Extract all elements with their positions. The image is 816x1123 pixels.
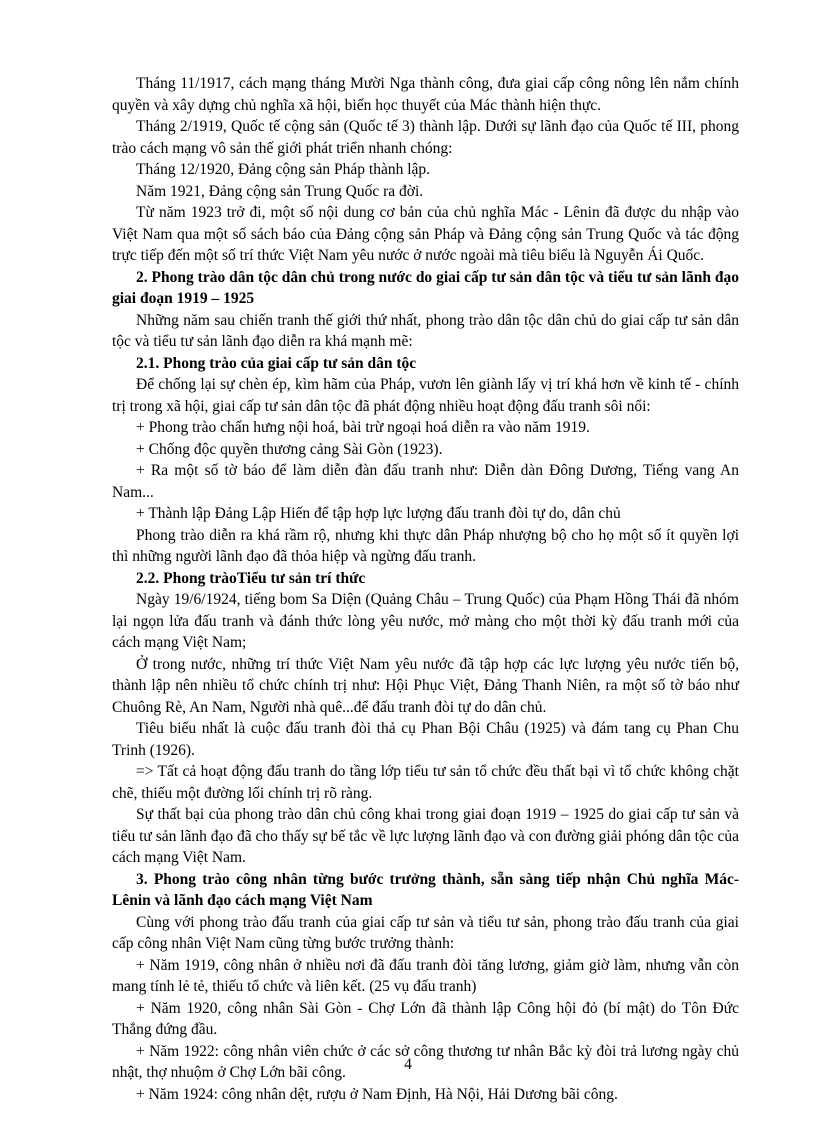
- paragraph: Những năm sau chiến tranh thế giới thứ nhất, phong trào dân tộc dân chủ do giai cấp tư sản dân tộc và tiểu tư sản lãnh đạo diễn ra khá mạnh mẽ:: [112, 311, 739, 350]
- paragraph: Ngày 19/6/1924, tiếng bom Sa Diện (Quảng Châu – Trung Quốc) của Phạm Hồng Thái đã nhóm lại ngọn lửa đấu tranh và đánh thức lòng yêu nước, mở màng cho một thời kỳ đấu tranh mới của cách mạng Việt Nam;: [112, 591, 739, 651]
- paragraph: Tháng 11/1917, cách mạng tháng Mười Nga thành công, đưa giai cấp công nông lên nắm chính quyền và xây dựng chủ nghĩa xã hội, biến học thuyết của Mác thành hiện thực.: [112, 75, 739, 114]
- list-item: + Thành lập Đảng Lập Hiến để tập hợp lực lượng đấu tranh đòi tự do, dân chủ: [136, 505, 621, 522]
- subsection-heading: 2.2. Phong tràoTiểu tư sản trí thức: [136, 569, 366, 587]
- paragraph: Sự thất bại của phong trào dân chủ công khai trong giai đoạn 1919 – 1925 do giai cấp tư sản và tiểu tư sản lãnh đạo đã cho thấy sự bế tắc về lực lượng lãnh đạo và con đường giải phóng dân tộc của cách mạng Việt Nam.: [112, 806, 739, 866]
- paragraph: Từ năm 1923 trở đi, một số nội dung cơ bản của chủ nghĩa Mác - Lênin đã được du nhập vào Việt Nam qua một số sách báo của Đảng cộng sản Pháp và Đảng cộng sản Trung Quốc và tác động trực tiếp đến một số trí thức Việt Nam yêu nước ở nước ngoài mà tiêu biểu là Nguyễn Ái Quốc.: [112, 204, 739, 264]
- list-item: + Năm 1919, công nhân ở nhiều nơi đã đấu tranh đòi tăng lương, giảm giờ làm, nhưng vẫn còn mang tính lẻ tẻ, thiếu tổ chức và liên kết. (25 vụ đấu tranh): [112, 956, 739, 995]
- paragraph: Tháng 2/1919, Quốc tế cộng sản (Quốc tế 3) thành lập. Dưới sự lãnh đạo của Quốc tế III, phong trào cách mạng vô sản thế giới phát triển nhanh chóng:: [112, 118, 739, 157]
- list-item: + Năm 1922: công nhân viên chức ở các sở công thương tư nhân Bắc kỳ đòi trả lương ngày chủ nhật, thợ nhuộm ở Chợ Lớn bãi công.: [112, 1042, 739, 1081]
- list-item: + Ra một số tờ báo để làm diễn đàn đấu tranh như: Diễn dàn Đông Dương, Tiếng vang An Nam...: [112, 462, 739, 501]
- section-heading: 2. Phong trào dân tộc dân chủ trong nước do giai cấp tư sản dân tộc và tiểu tư sản lãnh đạo giai đoạn 1919 – 1925: [112, 268, 739, 307]
- paragraph: Ở trong nước, những trí thức Việt Nam yêu nước đã tập hợp các lực lượng yêu nước tiến bộ, thành lập nên nhiều tổ chức chính trị như: Hội Phục Việt, Đảng Thanh Niên, ra một số tờ báo như Chuông Rè, An Nam, Người nhà quê...để đấu tranh đòi tự do dân chủ.: [112, 655, 739, 716]
- list-item: + Năm 1924: công nhân dệt, rượu ở Nam Định, Hà Nội, Hải Dương bãi công.: [136, 1085, 618, 1103]
- paragraph: Năm 1921, Đảng cộng sản Trung Quốc ra đời.: [136, 182, 424, 200]
- page-body: [112, 73, 739, 1105]
- paragraph: => Tất cả hoạt động đấu tranh do tầng lớp tiểu tư sản tổ chức đều thất bại vì tổ chức không chặt chẽ, thiếu một đường lối chính trị rõ ràng.: [112, 763, 739, 802]
- subsection-heading: 2.1. Phong trào của giai cấp tư sản dân tộc: [136, 354, 417, 372]
- paragraph: Để chống lại sự chèn ép, kìm hãm của Pháp, vươn lên giành lấy vị trí khá hơn về kinh tế - chính trị trong xã hội, giai cấp tư sản dân tộc đã phát động nhiều hoạt động đấu tranh sôi nổi:: [112, 376, 739, 415]
- paragraph: Tháng 12/1920, Đảng cộng sản Pháp thành lập.: [136, 161, 431, 178]
- paragraph: Tiêu biểu nhất là cuộc đấu tranh đòi thả cụ Phan Bội Châu (1925) và đám tang cụ Phan Chu Trinh (1926).: [112, 720, 739, 759]
- paragraph: Cùng với phong trào đấu tranh của giai cấp tư sản và tiểu tư sản, phong trào đấu tranh của giai cấp công nhân Việt Nam cũng từng bước trưởng thành:: [112, 913, 739, 952]
- list-item: + Năm 1920, công nhân Sài Gòn - Chợ Lớn đã thành lập Công hội đỏ (bí mật) do Tôn Đức Thắng đứng đầu.: [112, 999, 739, 1038]
- paragraph: Phong trào diễn ra khá rầm rộ, nhưng khi thực dân Pháp nhượng bộ cho họ một số ít quyền lợi thì những người lãnh đạo đã thỏa hiệp và ngừng đấu tranh.: [112, 526, 739, 565]
- list-item: + Chống độc quyền thương cảng Sài Gòn (1923).: [136, 440, 443, 458]
- section-heading: 3. Phong trào công nhân từng bước trưởng thành, sẵn sàng tiếp nhận Chủ nghĩa Mác-Lênin và lãnh đạo cách mạng Việt Nam: [112, 870, 739, 909]
- list-item: + Phong trào chấn hưng nội hoá, bài trừ ngoại hoá diễn ra vào năm 1919.: [136, 419, 590, 436]
- page-number: 4: [404, 1056, 412, 1073]
